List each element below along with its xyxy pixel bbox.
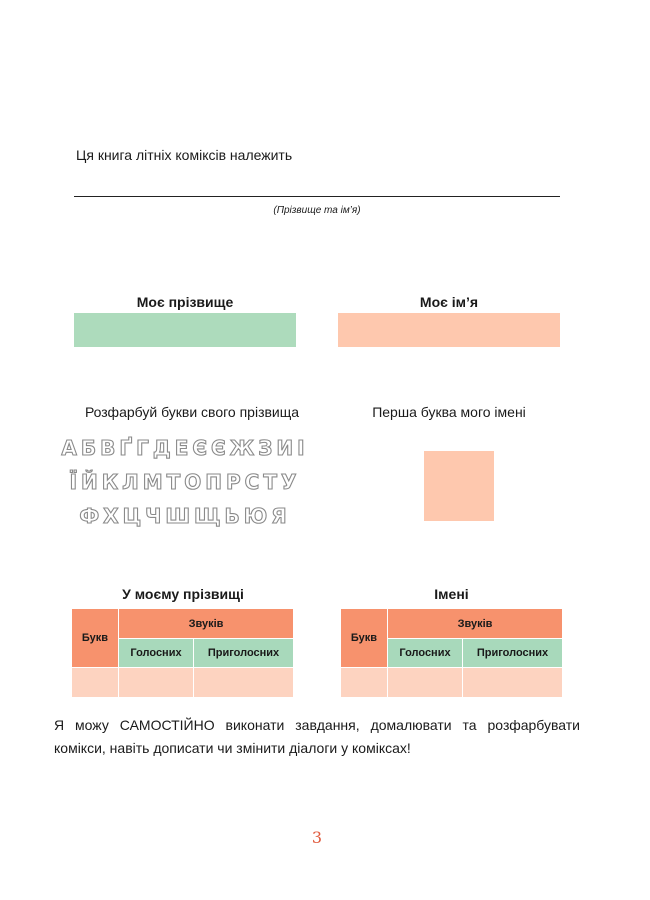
encouragement-text: Я можу САМОСТІЙНО виконати завдання, домалювати та розфарбувати комікси, навіть дописати чи змінити діалоги у коміксах! xyxy=(54,717,580,756)
first-letter-label: Перша буква мого імені xyxy=(372,404,526,420)
consonants-count-cell[interactable] xyxy=(194,668,294,698)
letters-count-cell[interactable] xyxy=(72,668,119,698)
name-label: Моє ім’я xyxy=(419,294,479,310)
book-owner-text: Ця книга літніх коміксів належить xyxy=(76,147,293,163)
first-letter-box[interactable] xyxy=(424,451,494,521)
name-table-title: Імені xyxy=(434,586,469,602)
name-sounds-table xyxy=(340,608,563,698)
vowels-count-cell[interactable] xyxy=(119,668,194,698)
letters-header: Букв xyxy=(72,609,119,668)
surname-table-title: У моєму прізвищі xyxy=(122,586,244,602)
coloring-instruction: Розфарбуй букви свого прізвища xyxy=(84,404,300,420)
sounds-header: Звуків xyxy=(388,609,563,639)
owner-name-line xyxy=(74,196,560,197)
name-field[interactable] xyxy=(338,313,560,347)
consonants-count-cell[interactable] xyxy=(463,668,563,698)
page-number: 3 xyxy=(311,828,323,847)
consonants-header: Приголосних xyxy=(463,639,563,668)
letters-count-cell[interactable] xyxy=(341,668,388,698)
alphabet-row-3[interactable]: ФХЦЧШЩЬЮЯ xyxy=(79,504,291,528)
vowels-header: Голосних xyxy=(119,639,194,668)
surname-field[interactable] xyxy=(74,313,296,347)
consonants-header: Приголосних xyxy=(194,639,294,668)
alphabet-row-2[interactable]: ЇЙКЛМТОПРСТУ xyxy=(69,470,301,494)
surname-sounds-table xyxy=(71,608,294,698)
vowels-header: Голосних xyxy=(388,639,463,668)
vowels-count-cell[interactable] xyxy=(388,668,463,698)
owner-name-hint: (Прізвище та ім’я) xyxy=(273,205,361,216)
surname-label: Моє прізвище xyxy=(136,294,234,310)
alphabet-row-1[interactable]: АБВҐГДЕЄЄЖЗИІ xyxy=(61,436,309,460)
sounds-header: Звуків xyxy=(119,609,294,639)
letters-header: Букв xyxy=(341,609,388,668)
